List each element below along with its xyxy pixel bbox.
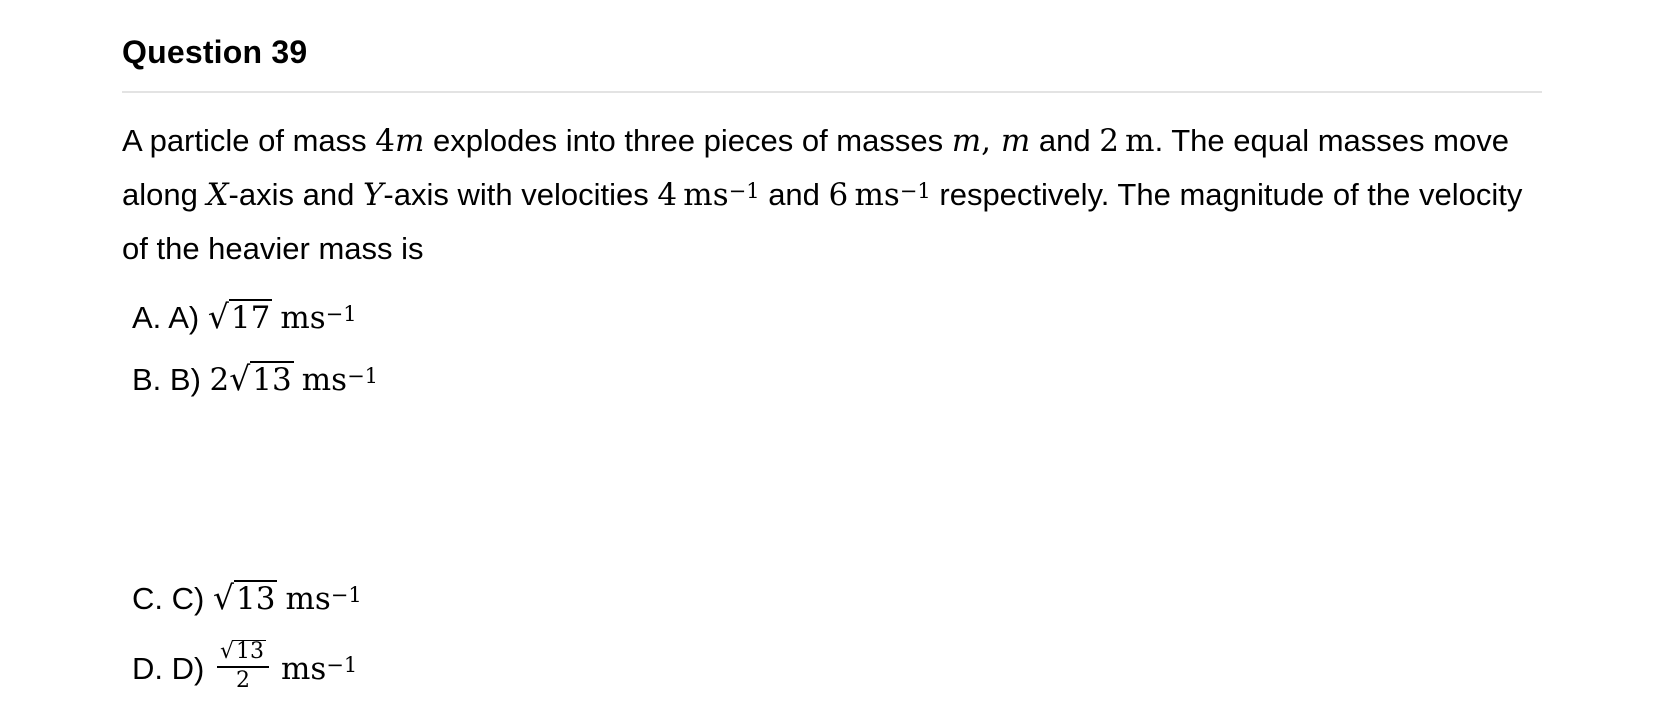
option-a[interactable] bbox=[132, 292, 357, 343]
radicand: 13 bbox=[252, 362, 292, 398]
math-comma: , bbox=[981, 123, 1001, 159]
option-c[interactable] bbox=[132, 573, 362, 624]
option-label: C. C) bbox=[132, 581, 205, 616]
question-title: Question 39 bbox=[122, 34, 308, 70]
math-variable: m bbox=[951, 123, 982, 159]
math-number: 6 bbox=[828, 177, 849, 213]
math-exponent: −1 bbox=[728, 178, 760, 203]
title-divider bbox=[122, 91, 1542, 93]
math-number: 2 bbox=[1099, 123, 1119, 159]
math-exponent: −1 bbox=[899, 178, 931, 203]
question-text-part: -axis and bbox=[228, 177, 363, 212]
radicand: 13 bbox=[235, 639, 264, 665]
radicand: 13 bbox=[235, 581, 276, 617]
radical-sign: √ bbox=[219, 639, 234, 665]
question-text-part: and bbox=[759, 177, 829, 212]
option-b[interactable] bbox=[132, 354, 378, 405]
option-d[interactable] bbox=[132, 639, 358, 697]
question-text-part: respectively. The magnitude of the velocity of the heavier mass is bbox=[122, 177, 1523, 266]
option-exponent: −1 bbox=[325, 301, 357, 326]
option-exponent: −1 bbox=[330, 582, 362, 607]
square-root bbox=[208, 292, 272, 343]
option-unit: ms bbox=[285, 581, 331, 617]
question-text-part: -axis with velocities bbox=[383, 177, 658, 212]
radical-sign: √ bbox=[207, 297, 229, 336]
math-number: 4 bbox=[375, 123, 396, 159]
option-exponent: −1 bbox=[347, 363, 379, 388]
square-root bbox=[229, 354, 293, 405]
question-text-part: . The equal masses move along bbox=[122, 123, 1509, 212]
option-label: D. D) bbox=[132, 651, 205, 686]
math-number: 4 bbox=[657, 177, 678, 213]
math-variable: Y bbox=[362, 177, 384, 213]
option-unit: ms bbox=[280, 300, 326, 336]
question-text-part: A particle of mass bbox=[122, 123, 376, 158]
question-text bbox=[122, 114, 1547, 276]
square-root bbox=[213, 573, 277, 624]
radicand: 17 bbox=[230, 300, 271, 336]
radical-sign: √ bbox=[229, 359, 251, 398]
math-variable: m bbox=[395, 123, 425, 159]
question-text-part: explodes into three pieces of masses bbox=[424, 123, 952, 158]
option-unit: ms bbox=[301, 362, 348, 398]
fraction bbox=[217, 640, 269, 693]
question-text-part: and bbox=[1030, 123, 1100, 158]
square-root bbox=[220, 640, 266, 664]
fraction-numerator bbox=[217, 640, 269, 668]
radical-sign: √ bbox=[212, 578, 234, 617]
math-variable: X bbox=[206, 177, 229, 213]
math-unit: ms bbox=[683, 177, 729, 213]
math-unit: ms bbox=[854, 177, 900, 213]
option-label: B. B) bbox=[132, 362, 201, 397]
option-exponent: −1 bbox=[326, 652, 358, 677]
option-coefficient: 2 bbox=[209, 362, 230, 398]
option-unit: ms bbox=[280, 651, 327, 687]
option-label: A. A) bbox=[132, 300, 200, 335]
math-unit: m bbox=[1125, 123, 1155, 159]
math-variable: m bbox=[1000, 123, 1031, 159]
fraction-denominator: 2 bbox=[235, 668, 250, 694]
